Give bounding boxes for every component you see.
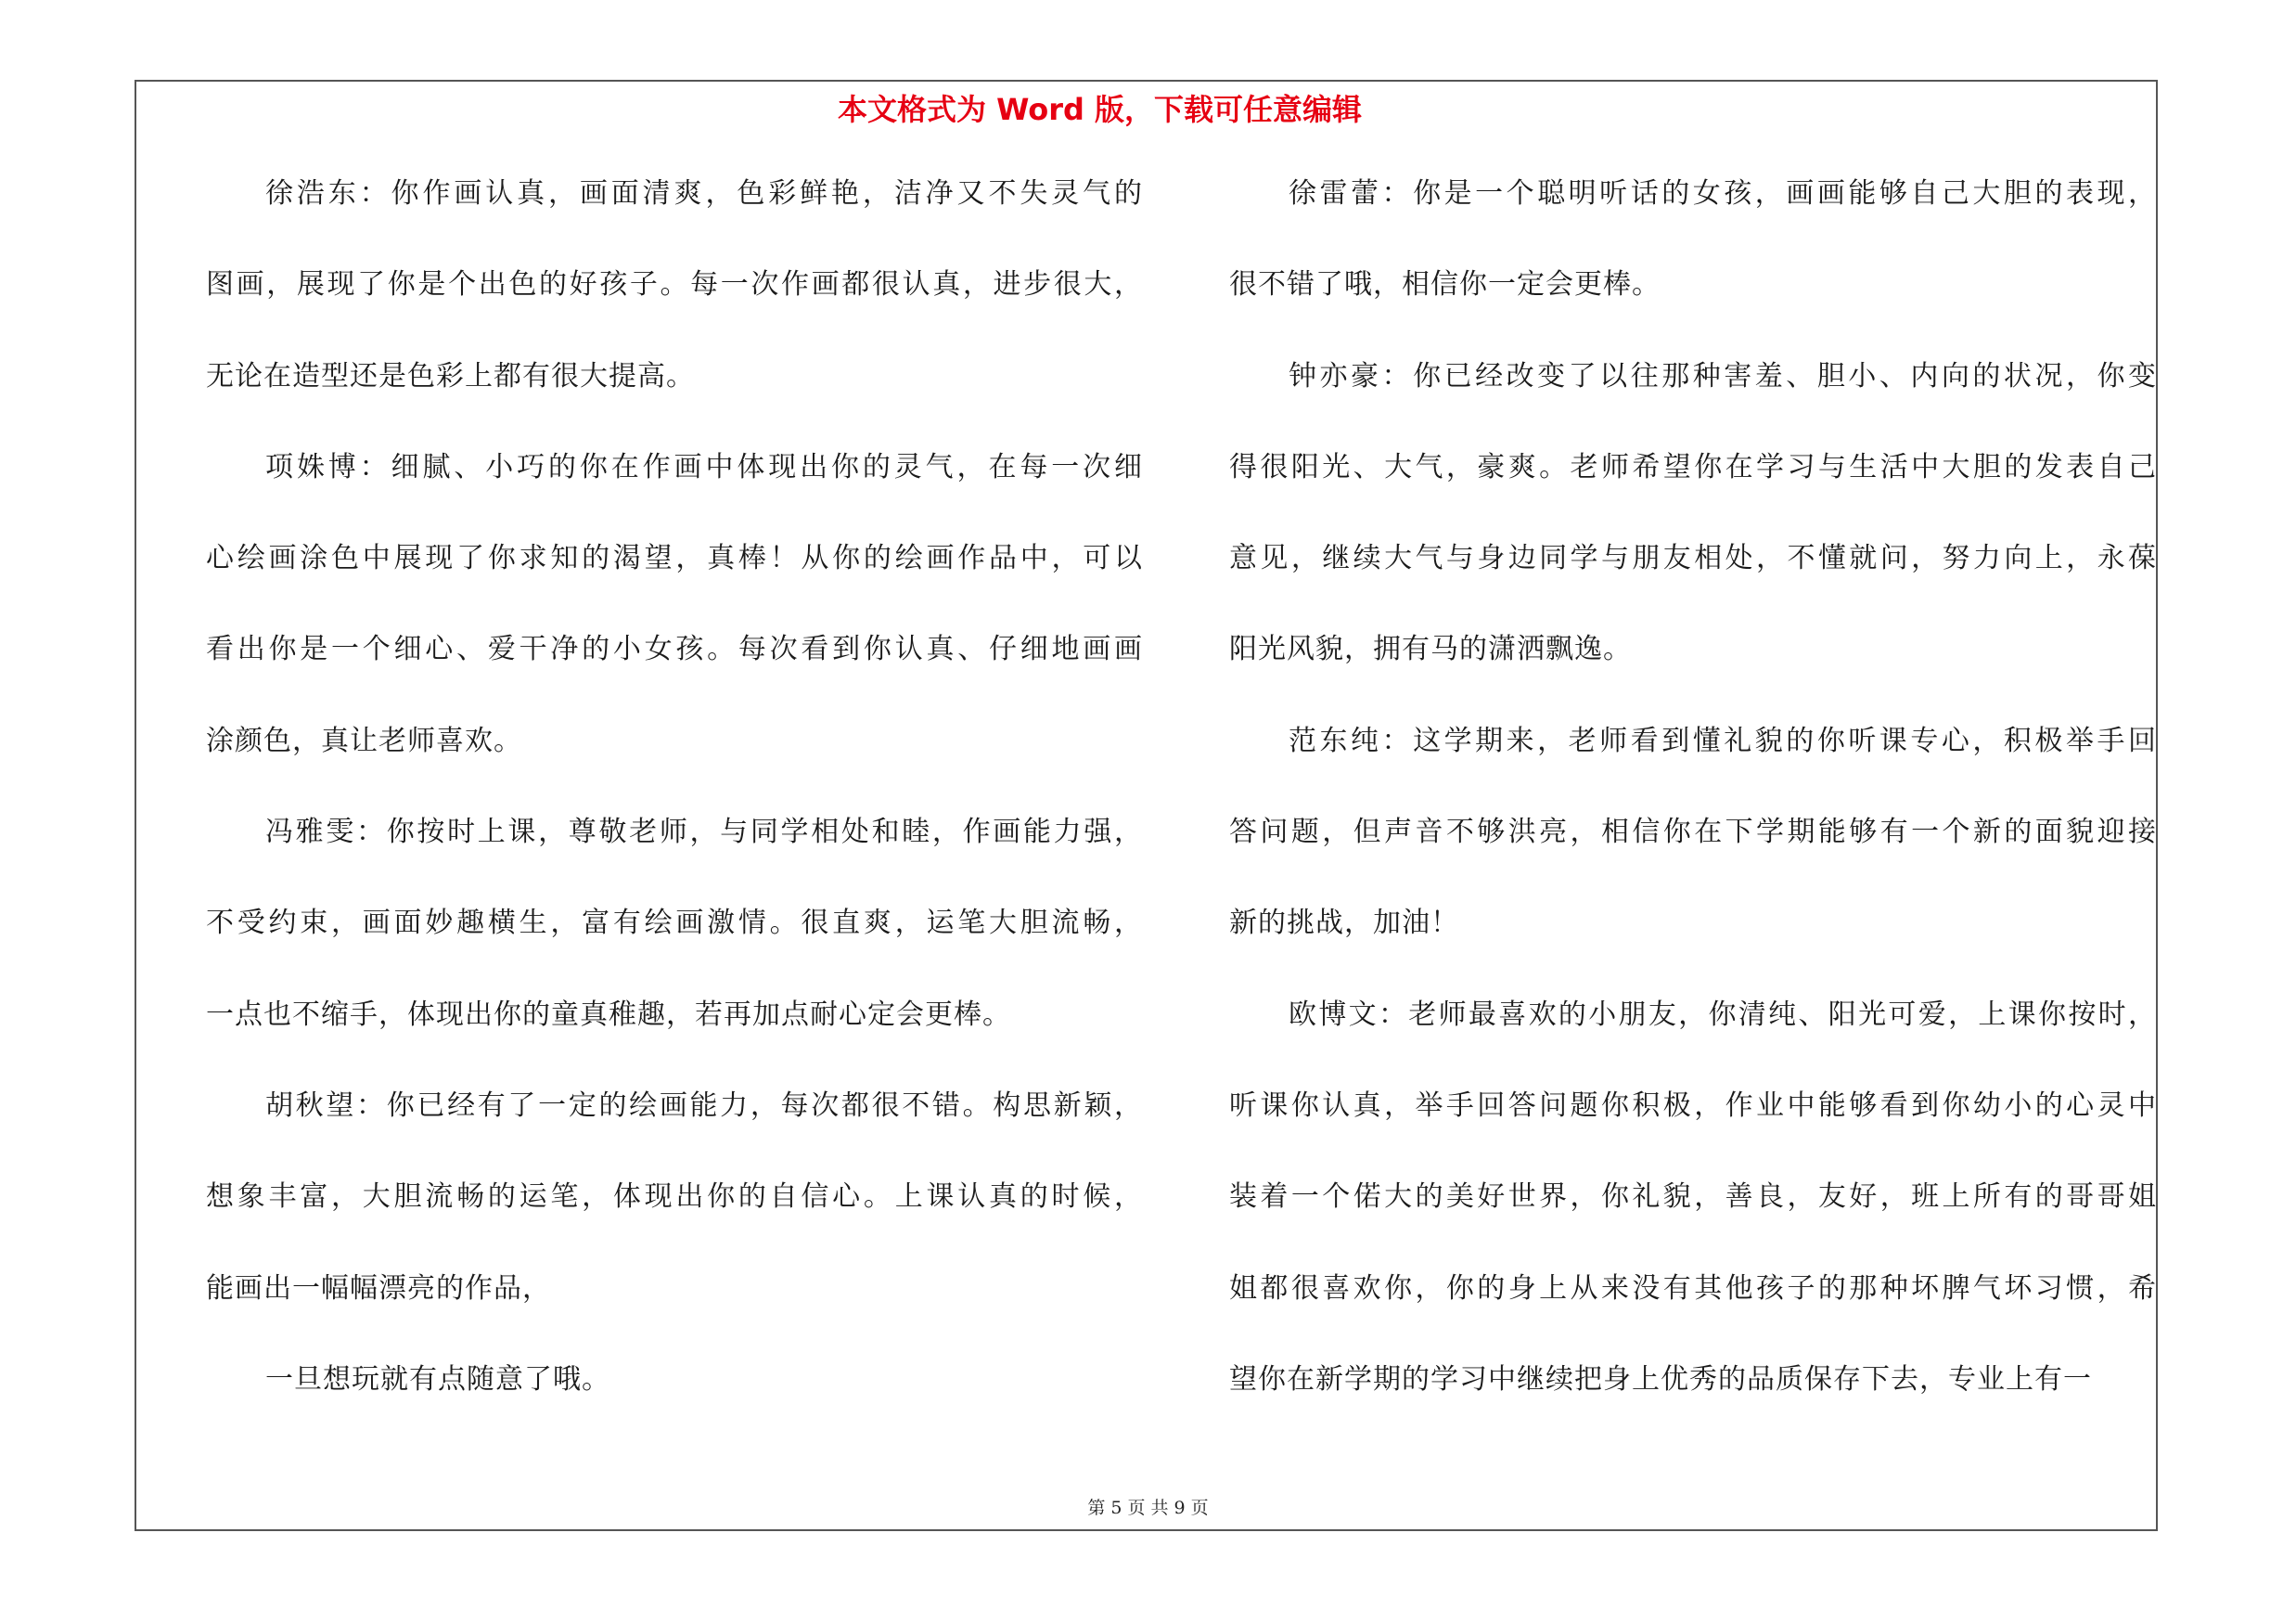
- paragraph-line: 徐雷蕾：你是一个聪明听话的女孩，画画能够自己大胆的表现，: [1289, 177, 2157, 210]
- header-banner: 本文格式为 Word 版，下载可任意编辑: [837, 92, 1363, 127]
- comment-paragraph: [206, 1334, 1143, 1425]
- paragraph-line: 很不错了哦，相信你一定会更棒。: [1229, 268, 1661, 302]
- comment-paragraph: [1229, 970, 2157, 1425]
- comment-paragraph: [206, 422, 1143, 787]
- comment-paragraph: [206, 148, 1143, 422]
- paragraph-line: 涂颜色，真让老师喜欢。: [206, 724, 522, 757]
- paragraph-line: 得很阳光、大气，豪爽。老师希望你在学习与生活中大胆的发表自己: [1229, 450, 2157, 483]
- paragraph-line: 不受约束，画面妙趣横生，富有绘画激情。很直爽，运笔大胆流畅，: [206, 907, 1143, 940]
- comment-paragraph: [1229, 696, 2157, 970]
- paragraph-line: 意见，继续大气与身边同学与朋友相处，不懂就问，努力向上，永葆: [1229, 542, 2157, 575]
- paragraph-line: 一旦想玩就有点随意了哦。: [265, 1362, 610, 1396]
- paragraph-line: 看出你是一个细心、爱干净的小女孩。每次看到你认真、仔细地画画: [206, 633, 1143, 666]
- paragraph-line: 冯雅雯：你按时上课，尊敬老师，与同学相处和睦，作画能力强，: [265, 816, 1143, 849]
- comment-paragraph: [206, 787, 1143, 1061]
- paragraph-line: 一点也不缩手，体现出你的童真稚趣，若再加点耐心定会更棒。: [206, 998, 1011, 1031]
- paragraph-line: 心绘画涂色中展现了你求知的渴望，真棒！从你的绘画作品中，可以: [206, 542, 1143, 575]
- paragraph-line: 听课你认真，举手回答问题你积极，作业中能够看到你幼小的心灵中: [1229, 1088, 2157, 1122]
- paragraph-line: 姐都很喜欢你，你的身上从来没有其他孩子的那种坏脾气坏习惯，希: [1229, 1271, 2157, 1305]
- comment-paragraph: [1229, 331, 2157, 696]
- paragraph-line: 能画出一幅幅漂亮的作品，: [206, 1271, 551, 1305]
- paragraph-line: 新的挑战，加油！: [1229, 907, 1459, 940]
- paragraph-line: 项姝博：细腻、小巧的你在作画中体现出你的灵气，在每一次细: [265, 450, 1143, 483]
- paragraph-line: 徐浩东：你作画认真，画面清爽，色彩鲜艳，洁净又不失灵气的: [265, 177, 1143, 210]
- paragraph-line: 想象丰富，大胆流畅的运笔，体现出你的自信心。上课认真的时候，: [206, 1180, 1143, 1214]
- paragraph-line: 装着一个偌大的美好世界，你礼貌，善良，友好，班上所有的哥哥姐: [1229, 1180, 2157, 1214]
- paragraph-line: 范东纯：这学期来，老师看到懂礼貌的你听课专心，积极举手回: [1289, 724, 2157, 757]
- paragraph-line: 望你在新学期的学习中继续把身上优秀的品质保存下去，专业上有一: [1229, 1362, 2092, 1396]
- paragraph-line: 阳光风貌，拥有马的潇洒飘逸。: [1229, 633, 1632, 666]
- paragraph-line: 图画，展现了你是个出色的好孩子。每一次作画都很认真，进步很大，: [206, 268, 1143, 302]
- left-column: [206, 148, 1143, 1425]
- page-number-footer: 第 5 页 共 9 页: [1087, 1498, 1209, 1518]
- paragraph-line: 胡秋望：你已经有了一定的绘画能力，每次都很不错。构思新颖，: [265, 1088, 1143, 1122]
- comment-paragraph: [1229, 148, 2157, 331]
- paragraph-line: 无论在造型还是色彩上都有很大提高。: [206, 359, 695, 393]
- right-column: [1229, 148, 2157, 1425]
- paragraph-line: 钟亦豪：你已经改变了以往那种害羞、胆小、内向的状况，你变: [1289, 359, 2157, 393]
- paragraph-line: 欧博文：老师最喜欢的小朋友，你清纯、阳光可爱，上课你按时，: [1289, 998, 2157, 1031]
- paragraph-line: 答问题，但声音不够洪亮，相信你在下学期能够有一个新的面貌迎接: [1229, 816, 2157, 849]
- comment-paragraph: [206, 1061, 1143, 1334]
